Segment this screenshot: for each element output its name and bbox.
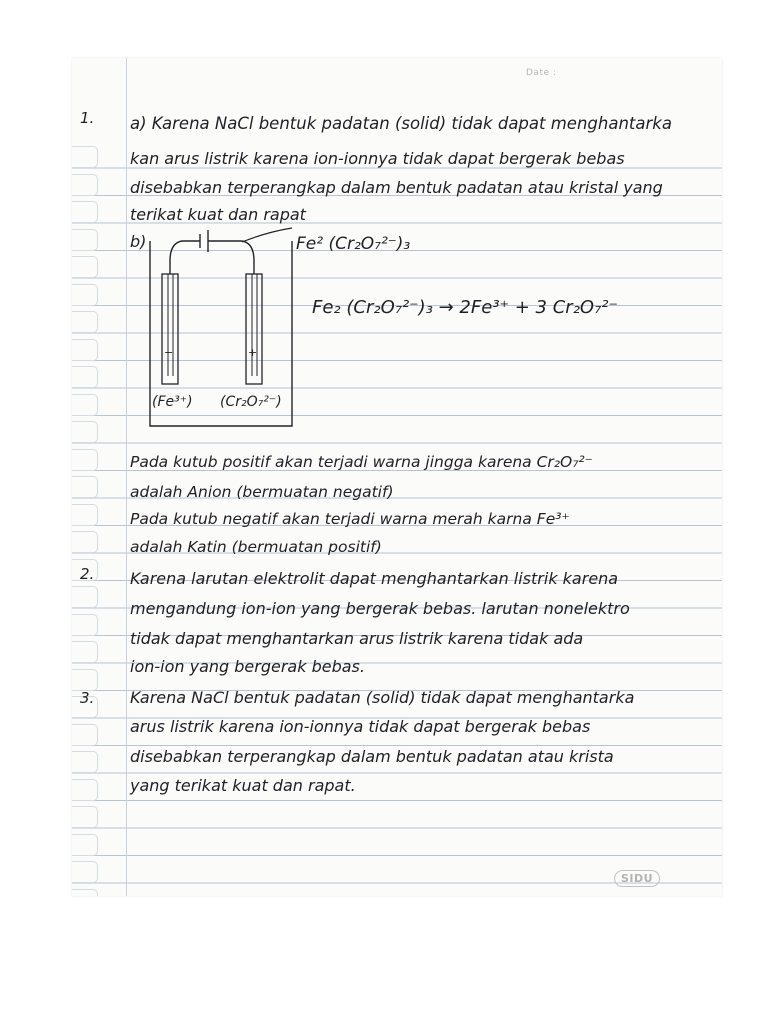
answer-1a-line-4: terikat kuat dan rapat	[130, 205, 306, 224]
question-number-2: 2.	[80, 565, 95, 583]
answer-3-line-3: disebabkan terperangkap dalam bentuk padatan atau krista	[130, 747, 614, 766]
answer-2-line-3: tidak dapat menghantarkan arus listrik karena tidak ada	[130, 629, 584, 648]
compound-formula: Fe² (Cr₂O₇²⁻)₃	[296, 234, 411, 254]
answer-2-line-1: Karena larutan elektrolit dapat menghantarkan listrik karena	[130, 569, 619, 588]
left-electrode-sign: −	[164, 346, 174, 359]
explanation-line-4: adalah Katin (bermuatan positif)	[130, 538, 382, 556]
electrolysis-apparatus-diagram	[142, 226, 302, 431]
answer-1a-line-2: kan arus listrik karena ion-ionnya tidak dapat bergerak bebas	[130, 149, 625, 168]
explanation-line-1: Pada kutub positif akan terjadi warna jingga karena Cr₂O₇²⁻	[130, 453, 593, 471]
answer-1a-line-1: a) Karena NaCl bentuk padatan (solid) tidak dapat menghantarka	[130, 114, 672, 133]
explanation-line-2: adalah Anion (bermuatan negatif)	[130, 483, 394, 501]
ionization-equation: Fe₂ (Cr₂O₇²⁻)₃ → 2Fe³⁺ + 3 Cr₂O₇²⁻	[312, 297, 619, 318]
answer-2-line-2: mengandung ion-ion yang bergerak bebas. larutan nonelektro	[130, 599, 630, 618]
question-number-3: 3.	[80, 689, 95, 707]
answer-1a-line-3: disebabkan terperangkap dalam bentuk padatan atau kristal yang	[130, 178, 663, 197]
left-electrode-label: (Fe³⁺)	[152, 394, 193, 410]
right-electrode-label: (Cr₂O₇²⁻)	[220, 394, 282, 410]
answer-3-line-2: arus listrik karena ion-ionnya tidak dapat bergerak bebas	[130, 717, 591, 736]
sidu-logo: SIDU	[614, 870, 660, 887]
date-label: Date :	[526, 68, 557, 78]
notebook-page	[72, 58, 722, 896]
right-electrode-sign: +	[248, 346, 258, 359]
margin-line	[126, 58, 127, 896]
margin-boxes	[72, 146, 102, 896]
explanation-line-3: Pada kutub negatif akan terjadi warna merah karna Fe³⁺	[130, 510, 570, 528]
answer-3-line-4: yang terikat kuat dan rapat.	[130, 776, 356, 795]
question-number-1: 1.	[80, 109, 95, 127]
answer-1b-label: b)	[130, 232, 147, 251]
answer-2-line-4: ion-ion yang bergerak bebas.	[130, 657, 365, 676]
answer-3-line-1: Karena NaCl bentuk padatan (solid) tidak dapat menghantarka	[130, 688, 635, 707]
